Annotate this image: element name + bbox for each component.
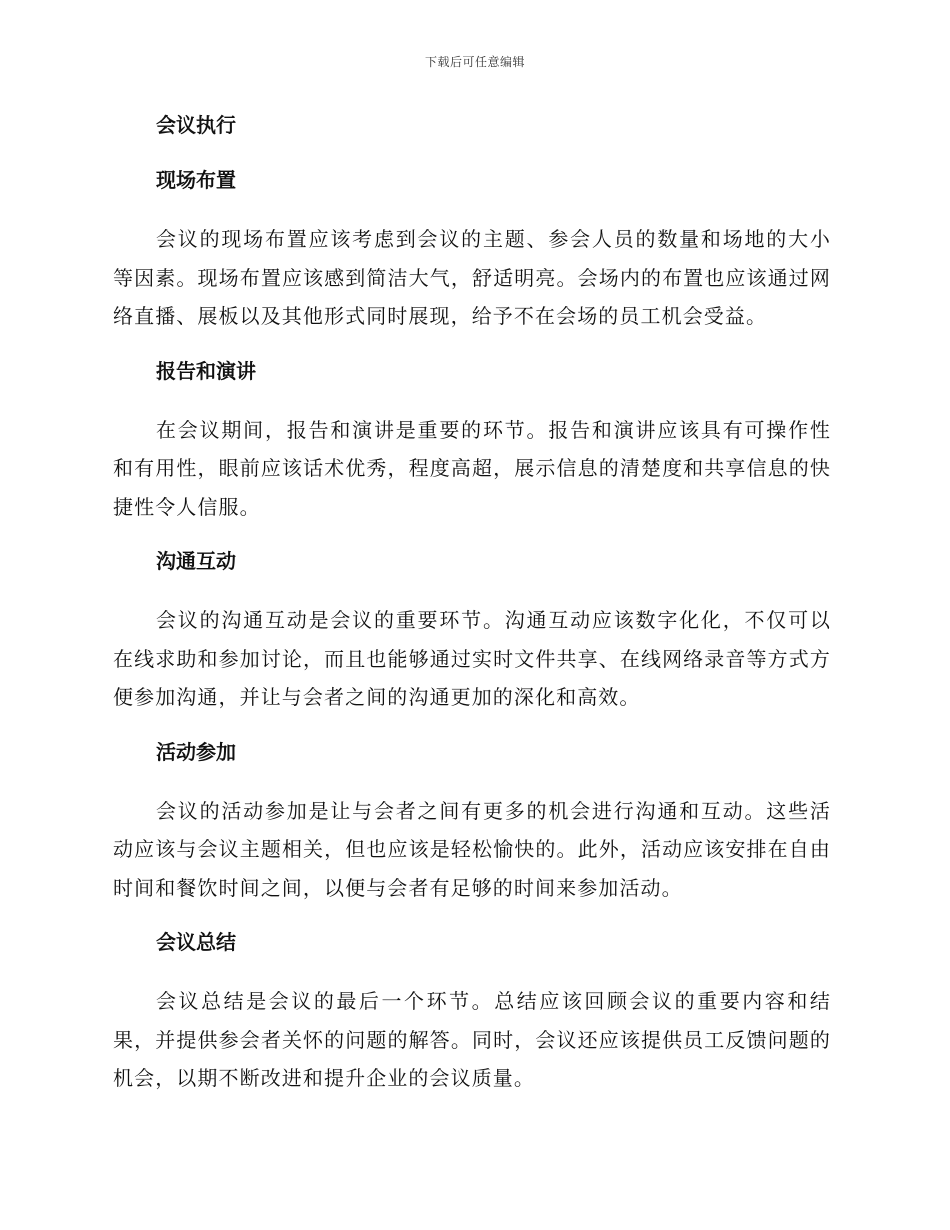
section-heading-activities: 活动参加	[156, 739, 236, 764]
section-paragraph-reports-speeches: 在会议期间，报告和演讲是重要的环节。报告和演讲应该具有可操作性和有用性，眼前应该话术优秀，程度高超，展示信息的清楚度和共享信息的快捷性令人信服。	[113, 417, 831, 519]
section-heading-site-setup: 现场布置	[156, 168, 236, 192]
section-heading-reports-speeches: 报告和演讲	[156, 358, 256, 383]
document-body	[113, 104, 831, 1098]
section-paragraph-activities: 会议的活动参加是让与会者之间有更多的机会进行沟通和互动。这些活动应该与会议主题相关，但也应该是轻松愉快的。此外，活动应该安排在自由时间和餐饮时间之间，以便与会者有足够的时间来参加活动。	[113, 798, 831, 900]
section-heading-communication: 沟通互动	[156, 549, 236, 573]
section-heading-summary: 会议总结	[156, 930, 236, 954]
section-paragraph-summary: 会议总结是会议的最后一个环节。总结应该回顾会议的重要内容和结果，并提供参会者关怀的问题的解答。同时，会议还应该提供员工反馈问题的机会，以期不断改进和提升企业的会议质量。	[113, 989, 831, 1090]
document-title: 会议执行	[156, 113, 236, 137]
section-paragraph-communication: 会议的沟通互动是会议的重要环节。沟通互动应该数字化化，不仅可以在线求助和参加讨论，而且也能够通过实时文件共享、在线网络录音等方式方便参加沟通，并让与会者之间的沟通更加的深化和高效。	[113, 608, 831, 709]
section-paragraph-site-setup: 会议的现场布置应该考虑到会议的主题、参会人员的数量和场地的大小等因素。现场布置应该感到简洁大气，舒适明亮。会场内的布置也应该通过网络直播、展板以及其他形式同时展现，给予不在会场的员工机会受益。	[113, 227, 831, 328]
page-header-note: 下载后可任意编辑	[424, 55, 525, 69]
